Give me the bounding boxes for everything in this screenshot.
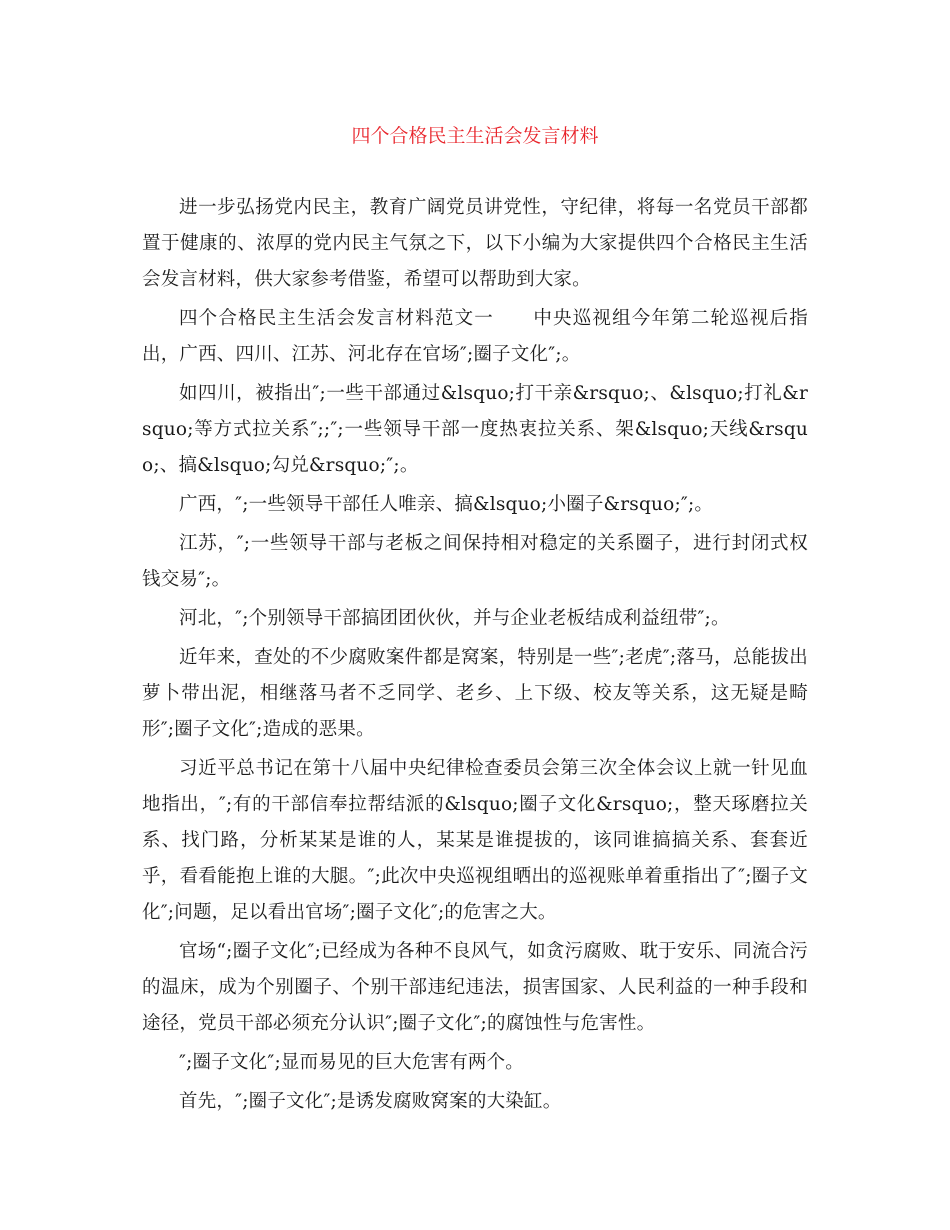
paragraph-intro: 进一步弘扬党内民主，教育广阔党员讲党性，守纪律，将每一名党员干部都置于健康的、浓厚的党内民主气氛之下，以下小编为大家提供四个合格民主生活会发言材料，供大家参考借鉴，希望可以帮助到大家。 — [142, 197, 808, 290]
document-body — [142, 190, 808, 1123]
document-title: 四个合格民主生活会发言材料 — [351, 125, 599, 147]
paragraph-hebei: 河北，″;个别领导干部搞团团伙伙，并与企业老板结成利益纽带″;。 — [179, 608, 730, 629]
paragraph-sichuan: 如四川，被指出″;一些干部通过&lsquo;打干亲&rsquo;、&lsquo;打礼&rsquo;等方式拉关系″;;″;一些领导干部一度热衷拉关系、架&lsquo;天线&rsquo;、搞&lsquo;勾兑&rsquo;″;。 — [142, 383, 808, 476]
paragraph-guangxi: 广西，″;一些领导干部任人唯亲、搞&lsquo;小圈子&rsquo;″;。 — [179, 494, 714, 515]
paragraph-sample-one: 四个合格民主生活会发言材料范文一 中央巡视组今年第二轮巡视后指出，广西、四川、江苏、河北存在官场″;圈子文化″;。 — [142, 308, 808, 365]
paragraph-two-harms: ″;圈子文化″;显而易见的巨大危害有两个。 — [179, 1052, 524, 1073]
paragraph-recent-years: 近年来，查处的不少腐败案件都是窝案，特别是一些″;老虎″;落马，总能拔出萝卜带出泥，相继落马者不乏同学、老乡、上下级、校友等关系，这无疑是畸形″;圈子文化″;造成的恶果。 — [142, 647, 808, 740]
paragraph-circle-culture: 官场“;圈子文化″;已经成为各种不良风气，如贪污腐败、耽于安乐、同流合污的温床，成为个别圈子、个别干部违纪违法，损害国家、人民利益的一种手段和途径，党员干部必须充分认识″;圈子文化″;的腐蚀性与危害性。 — [142, 941, 808, 1034]
paragraph-jiangsu: 江苏，″;一些领导干部与老板之间保持相对稳定的关系圈子，进行封闭式权钱交易″;。 — [142, 533, 808, 590]
paragraph-first-harm: 首先，″;圈子文化″;是诱发腐败窝案的大染缸。 — [179, 1091, 562, 1112]
paragraph-xi-speech: 习近平总书记在第十八届中央纪律检查委员会第三次全体会议上就一针见血地指出，″;有的干部信奉拉帮结派的&lsquo;圈子文化&rsquo;，整天琢磨拉关系、找门路，分析某某是谁的人，某某是谁提拔的，该同谁搞搞关系、套套近乎，看看能抱上谁的大腿。″;此次中央巡视组晒出的巡视账单着重指出了″;圈子文化″;问题，足以看出官场″;圈子文化″;的危害之大。 — [142, 758, 808, 923]
